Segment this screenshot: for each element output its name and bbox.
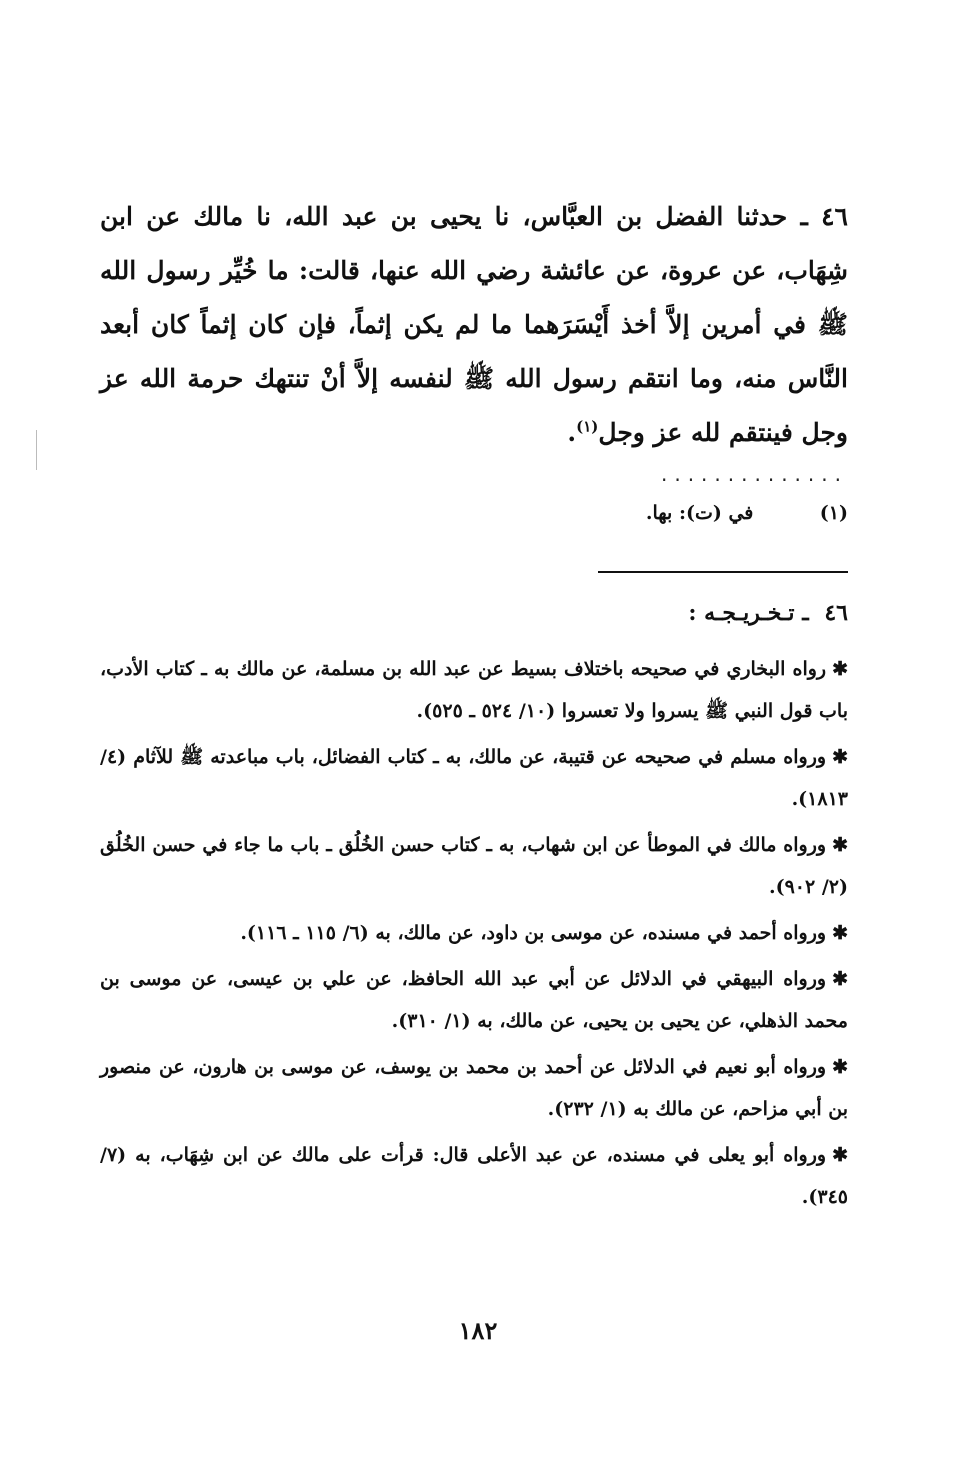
asterisk-icon: ✱ xyxy=(832,968,848,990)
hadith-number: ٤٦ xyxy=(821,202,848,231)
takhrij-item xyxy=(100,736,848,820)
asterisk-icon: ✱ xyxy=(832,658,848,680)
asterisk-icon: ✱ xyxy=(832,1056,848,1078)
asterisk-icon: ✱ xyxy=(832,834,848,856)
footnote-reference: (١) xyxy=(576,417,599,436)
takhrij-item xyxy=(100,648,848,732)
horizontal-rule xyxy=(598,571,848,573)
separator-dots: .............. xyxy=(660,462,848,486)
asterisk-icon: ✱ xyxy=(832,922,848,944)
footnote-number: (١) xyxy=(819,502,848,524)
hadith-body: حدثنا الفضل بن العبَّاس، نا يحيى بن عبد الله، نا مالك عن ابن شِهَاب، عن عروة، عن عائشة رضي الله عنها، قالت: ما خُيِّر رسول الله ﷺ في أمرين إلاَّ أخذ أَيْسَرَهما ما لم يكن إثماً، فإن كان إثماً كان أبعد النَّاس منه، وما انتقم رسول الله ﷺ لنفسه إلاَّ أنْ تنتهك حرمة الله عز وجل فينتقم لله عز وجل xyxy=(100,202,848,447)
takhrij-dash: ـ xyxy=(802,600,809,626)
margin-mark xyxy=(36,430,37,470)
hadith-text xyxy=(100,190,848,460)
asterisk-icon: ✱ xyxy=(832,746,848,768)
takhrij-item xyxy=(100,1134,848,1218)
takhrij-heading xyxy=(560,600,848,626)
hadith-dash: ـ xyxy=(800,202,808,231)
takhrij-item-text: ورواه مالك في الموطأ عن ابن شهاب، به ـ كتاب حسن الخُلُق ـ باب ما جاء في حسن الخُلُق (٢/ ٩٠٢). xyxy=(100,834,848,898)
takhrij-list xyxy=(100,648,848,1222)
takhrij-item xyxy=(100,1046,848,1130)
takhrij-item xyxy=(100,958,848,1042)
takhrij-item-text: رواه البخاري في صحيحه باختلاف بسيط عن عبد الله بن مسلمة، عن مالك به ـ كتاب الأدب، باب قول النبي ﷺ يسروا ولا تعسروا (١٠/ ٥٢٤ ـ ٥٢٥). xyxy=(100,658,848,722)
page-number: ١٨٢ xyxy=(458,1316,498,1345)
takhrij-title: تـخـريـجـه : xyxy=(688,600,795,626)
takhrij-item xyxy=(100,824,848,908)
takhrij-number: ٤٦ xyxy=(824,600,848,626)
asterisk-icon: ✱ xyxy=(832,1144,848,1166)
takhrij-item xyxy=(100,912,848,954)
footnote xyxy=(560,502,848,524)
takhrij-item-text: ورواه أبو يعلى في مسنده، عن عبد الأعلى قال: قرأت على مالك عن ابن شِهَاب، به (٧/ ٣٤٥). xyxy=(100,1144,848,1208)
takhrij-item-text: ورواه مسلم في صحيحه عن قتيبة، عن مالك، به ـ كتاب الفضائل، باب مباعدته ﷺ للآثام (٤/ ١٨١٣). xyxy=(100,746,848,810)
hadith-end: . xyxy=(567,418,577,447)
takhrij-item-text: ورواه أحمد في مسنده، عن موسى بن داود، عن مالك، به (٦/ ١١٥ ـ ١١٦). xyxy=(240,922,827,944)
footnote-text: في (ت): بها. xyxy=(645,502,754,524)
takhrij-item-text: ورواه أبو نعيم في الدلائل عن أحمد بن محمد بن يوسف، عن موسى بن هارون، عن منصور بن أبي مزاحم، عن مالك به (١/ ٢٣٢). xyxy=(100,1056,848,1120)
takhrij-item-text: ورواه البيهقي في الدلائل عن أبي عبد الله الحافظ، عن علي بن عيسى، عن موسى بن محمد الذهلي، عن يحيى بن يحيى، عن مالك، به (١/ ٣١٠). xyxy=(100,968,848,1032)
